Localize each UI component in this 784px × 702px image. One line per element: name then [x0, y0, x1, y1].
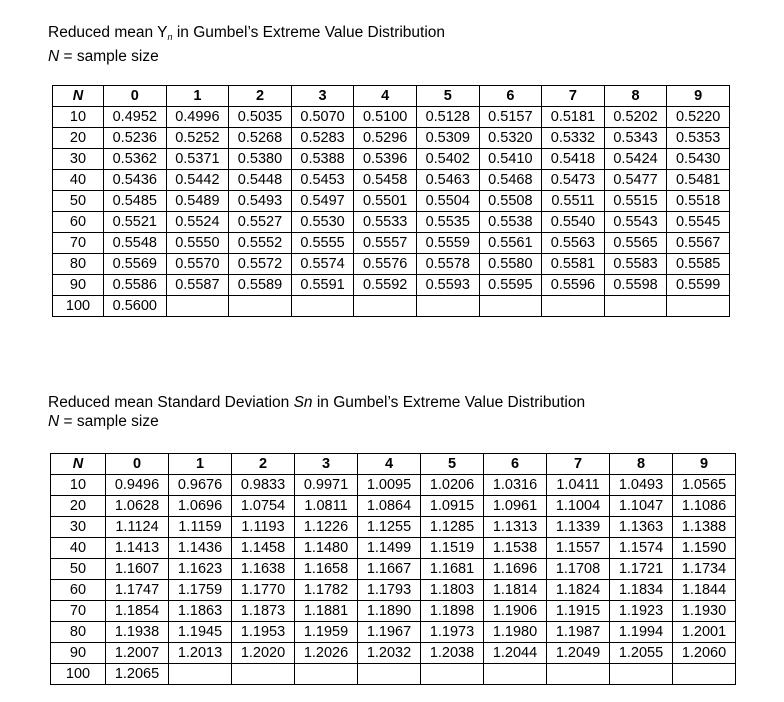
- table1-cell: 0.4996: [166, 107, 229, 128]
- table2-row-label: 30: [51, 517, 106, 538]
- table2-cell: 1.1681: [421, 559, 484, 580]
- reduced-mean-table: [52, 85, 730, 317]
- table1-row-label: 60: [53, 212, 104, 233]
- table1-column-header: 5: [416, 86, 479, 107]
- table1-cell: 0.5569: [104, 254, 167, 275]
- table2-cell: 1.1782: [295, 580, 358, 601]
- table2-cell: 1.2049: [547, 643, 610, 664]
- table2-cell: 1.0565: [673, 475, 736, 496]
- table1-cell: 0.5453: [291, 170, 354, 191]
- table2-cell: 1.1854: [106, 601, 169, 622]
- table2-row-label: 50: [51, 559, 106, 580]
- table1-cell: [229, 296, 292, 317]
- table2-cell: 1.0864: [358, 496, 421, 517]
- table2-cell: 1.0206: [421, 475, 484, 496]
- table2-cell: 1.1658: [295, 559, 358, 580]
- table2-title: [48, 393, 585, 412]
- table2-cell: [610, 664, 673, 685]
- table1-cell: 0.5442: [166, 170, 229, 191]
- table1-cell: 0.5220: [667, 107, 730, 128]
- table2-cell: 1.1388: [673, 517, 736, 538]
- table2-cell: 0.9496: [106, 475, 169, 496]
- table1-corner-header: N: [53, 86, 104, 107]
- table1-cell: 0.5572: [229, 254, 292, 275]
- table2-cell: 1.2007: [106, 643, 169, 664]
- table2-cell: 1.1994: [610, 622, 673, 643]
- table2-row: [51, 601, 736, 622]
- table2-cell: 0.9676: [169, 475, 232, 496]
- table1-cell: 0.5540: [542, 212, 605, 233]
- table2-column-header: 4: [358, 454, 421, 475]
- table1-cell: [479, 296, 542, 317]
- table2-row: [51, 517, 736, 538]
- table1-cell: 0.5402: [416, 149, 479, 170]
- table1-cell: 0.5283: [291, 128, 354, 149]
- table1-column-header: 0: [104, 86, 167, 107]
- table1-note-variable: N: [48, 48, 60, 65]
- table1-row: [53, 107, 730, 128]
- table2-cell: 1.1873: [232, 601, 295, 622]
- table1-cell: 0.5100: [354, 107, 417, 128]
- table2-row-label: 40: [51, 538, 106, 559]
- table2-cell: 1.2065: [106, 664, 169, 685]
- table1-row: [53, 149, 730, 170]
- table1-cell: 0.5508: [479, 191, 542, 212]
- table1-cell: 0.5202: [604, 107, 667, 128]
- table1-cell: 0.5591: [291, 275, 354, 296]
- table2-cell: [484, 664, 547, 685]
- table1-row: [53, 275, 730, 296]
- table1-title: [48, 23, 445, 47]
- table1-cell: 0.5521: [104, 212, 167, 233]
- table2-cell: 1.2001: [673, 622, 736, 643]
- table2-body: [51, 475, 736, 685]
- table2-cell: 1.1339: [547, 517, 610, 538]
- table1-column-header: 4: [354, 86, 417, 107]
- table2-cell: 1.1770: [232, 580, 295, 601]
- table2-column-header: 0: [106, 454, 169, 475]
- table2-row: [51, 475, 736, 496]
- table2-cell: 1.1623: [169, 559, 232, 580]
- table1-cell: 0.5596: [542, 275, 605, 296]
- table1-cell: 0.5458: [354, 170, 417, 191]
- table1-cell: 0.5252: [166, 128, 229, 149]
- table1-cell: 0.5128: [416, 107, 479, 128]
- table1-cell: 0.5320: [479, 128, 542, 149]
- table1-cell: 0.5489: [166, 191, 229, 212]
- table1-cell: 0.5485: [104, 191, 167, 212]
- table2-cell: 1.0493: [610, 475, 673, 496]
- table1-cell: 0.5497: [291, 191, 354, 212]
- table1-column-header: 8: [604, 86, 667, 107]
- table2-cell: 1.2026: [295, 643, 358, 664]
- table2-cell: [295, 664, 358, 685]
- table2-cell: [232, 664, 295, 685]
- table2-row-label: 70: [51, 601, 106, 622]
- table1-cell: [542, 296, 605, 317]
- table1-cell: 0.5418: [542, 149, 605, 170]
- table1-cell: 0.5473: [542, 170, 605, 191]
- table2-cell: 1.1747: [106, 580, 169, 601]
- table1-cell: 0.5567: [667, 233, 730, 254]
- table2-cell: [421, 664, 484, 685]
- table1-row: [53, 233, 730, 254]
- table2-cell: 1.0095: [358, 475, 421, 496]
- table1-title-end: in Gumbel’s Extreme Value Distribution: [172, 24, 446, 41]
- table2-cell: 1.1436: [169, 538, 232, 559]
- table1-cell: 0.5585: [667, 254, 730, 275]
- table1-cell: 0.5586: [104, 275, 167, 296]
- table1-cell: 0.5552: [229, 233, 292, 254]
- table1-cell: 0.5070: [291, 107, 354, 128]
- table2-column-header: 7: [547, 454, 610, 475]
- table2-cell: 1.1226: [295, 517, 358, 538]
- table1-cell: 0.5548: [104, 233, 167, 254]
- table1-row: [53, 170, 730, 191]
- table1-column-header: 1: [166, 86, 229, 107]
- table1-row: [53, 212, 730, 233]
- table2-cell: 1.0628: [106, 496, 169, 517]
- table2-cell: 0.9833: [232, 475, 295, 496]
- table2-cell: 1.1047: [610, 496, 673, 517]
- table2-cell: 1.1638: [232, 559, 295, 580]
- table1-note-text: = sample size: [59, 48, 159, 65]
- table2-cell: 1.1413: [106, 538, 169, 559]
- table1-cell: 0.5533: [354, 212, 417, 233]
- table2-cell: 1.1255: [358, 517, 421, 538]
- table2-cell: 1.1824: [547, 580, 610, 601]
- table2-cell: 1.1863: [169, 601, 232, 622]
- table1-cell: 0.5592: [354, 275, 417, 296]
- table1-cell: 0.5448: [229, 170, 292, 191]
- table1-cell: 0.4952: [104, 107, 167, 128]
- table2-row-label: 20: [51, 496, 106, 517]
- table2-cell: 1.1519: [421, 538, 484, 559]
- table2-column-header: 5: [421, 454, 484, 475]
- table1-row-label: 50: [53, 191, 104, 212]
- table2-cell: 1.0754: [232, 496, 295, 517]
- table1-cell: 0.5430: [667, 149, 730, 170]
- table1-title-start: Reduced mean Y: [48, 24, 168, 41]
- table1-cell: 0.5388: [291, 149, 354, 170]
- table2-cell: 1.1004: [547, 496, 610, 517]
- table1-cell: 0.5332: [542, 128, 605, 149]
- table2-cell: 1.1915: [547, 601, 610, 622]
- table2-cell: 1.1285: [421, 517, 484, 538]
- table1-note: [48, 47, 445, 66]
- table2-row-label: 10: [51, 475, 106, 496]
- table2-cell: 1.1980: [484, 622, 547, 643]
- table2-cell: 1.1803: [421, 580, 484, 601]
- table1-cell: 0.5157: [479, 107, 542, 128]
- table1-column-header: 7: [542, 86, 605, 107]
- table1-cell: 0.5550: [166, 233, 229, 254]
- table2-cell: 1.0696: [169, 496, 232, 517]
- table2-cell: 1.1906: [484, 601, 547, 622]
- table2-cell: 1.2013: [169, 643, 232, 664]
- table2-row-label: 60: [51, 580, 106, 601]
- table1-cell: 0.5380: [229, 149, 292, 170]
- table2-cell: 1.1480: [295, 538, 358, 559]
- table2-cell: 1.1930: [673, 601, 736, 622]
- table1-cell: 0.5574: [291, 254, 354, 275]
- table2-cell: 1.0811: [295, 496, 358, 517]
- table2-cell: 1.1159: [169, 517, 232, 538]
- table1-cell: 0.5595: [479, 275, 542, 296]
- table2-cell: 1.0961: [484, 496, 547, 517]
- table1-cell: 0.5589: [229, 275, 292, 296]
- table2-row: [51, 643, 736, 664]
- table2-cell: 1.0411: [547, 475, 610, 496]
- table2-cell: 1.1945: [169, 622, 232, 643]
- table1-header-row: [53, 86, 730, 107]
- table1-cell: 0.5468: [479, 170, 542, 191]
- table2-row: [51, 496, 736, 517]
- table2-row: [51, 538, 736, 559]
- table2-cell: 1.1363: [610, 517, 673, 538]
- table2-caption: [48, 393, 585, 431]
- table1-cell: 0.5371: [166, 149, 229, 170]
- table1-row: [53, 296, 730, 317]
- table1-column-header: 2: [229, 86, 292, 107]
- table1-cell: 0.5587: [166, 275, 229, 296]
- table1-cell: [291, 296, 354, 317]
- table1-cell: 0.5511: [542, 191, 605, 212]
- table1-cell: [604, 296, 667, 317]
- table2-row-label: 100: [51, 664, 106, 685]
- table2-cell: 1.1814: [484, 580, 547, 601]
- table1-cell: 0.5593: [416, 275, 479, 296]
- table2-cell: [169, 664, 232, 685]
- table1-row-label: 40: [53, 170, 104, 191]
- table2-cell: 1.2044: [484, 643, 547, 664]
- table2-cell: 1.1538: [484, 538, 547, 559]
- table2-cell: 0.9971: [295, 475, 358, 496]
- table2-cell: [547, 664, 610, 685]
- table2-cell: 1.1313: [484, 517, 547, 538]
- table2-header-row: [51, 454, 736, 475]
- table2-cell: 1.1793: [358, 580, 421, 601]
- table1-cell: 0.5578: [416, 254, 479, 275]
- table2-cell: 1.1193: [232, 517, 295, 538]
- table2-column-header: 3: [295, 454, 358, 475]
- table2-cell: 1.1973: [421, 622, 484, 643]
- table2-title-end: in Gumbel’s Extreme Value Distribution: [312, 394, 586, 411]
- table2-cell: 1.1987: [547, 622, 610, 643]
- table1-cell: 0.5599: [667, 275, 730, 296]
- table2-cell: 1.1881: [295, 601, 358, 622]
- table1-cell: 0.5353: [667, 128, 730, 149]
- table2-row: [51, 622, 736, 643]
- table2-note-variable: N: [48, 413, 60, 430]
- table1-cell: 0.5576: [354, 254, 417, 275]
- table1-cell: 0.5309: [416, 128, 479, 149]
- table2-row-label: 80: [51, 622, 106, 643]
- table2-column-header: 2: [232, 454, 295, 475]
- table1-cell: 0.5035: [229, 107, 292, 128]
- table1-column-header: 9: [667, 86, 730, 107]
- table1-cell: 0.5555: [291, 233, 354, 254]
- table2-cell: 1.1124: [106, 517, 169, 538]
- table1-cell: [667, 296, 730, 317]
- table1-cell: 0.5598: [604, 275, 667, 296]
- table2-cell: 1.1959: [295, 622, 358, 643]
- table2-cell: 1.1890: [358, 601, 421, 622]
- table2-cell: 1.1458: [232, 538, 295, 559]
- table2-cell: 1.2020: [232, 643, 295, 664]
- table1-cell: 0.5563: [542, 233, 605, 254]
- table1-cell: 0.5343: [604, 128, 667, 149]
- table1-cell: 0.5236: [104, 128, 167, 149]
- table1-caption: [48, 23, 445, 66]
- table2-column-header: 9: [673, 454, 736, 475]
- table1-cell: 0.5296: [354, 128, 417, 149]
- table2-cell: [673, 664, 736, 685]
- table2-cell: 1.1696: [484, 559, 547, 580]
- table1-column-header: 3: [291, 86, 354, 107]
- table1-cell: 0.5538: [479, 212, 542, 233]
- table2-cell: 1.1607: [106, 559, 169, 580]
- table1-cell: 0.5583: [604, 254, 667, 275]
- table1-row-label: 10: [53, 107, 104, 128]
- table1-cell: 0.5535: [416, 212, 479, 233]
- table1-cell: 0.5424: [604, 149, 667, 170]
- table1-column-header: 6: [479, 86, 542, 107]
- table2-cell: 1.1667: [358, 559, 421, 580]
- table2-cell: 1.1708: [547, 559, 610, 580]
- table2-cell: 1.1967: [358, 622, 421, 643]
- table1-cell: 0.5410: [479, 149, 542, 170]
- table1-cell: 0.5581: [542, 254, 605, 275]
- table2-note-text: = sample size: [59, 413, 159, 430]
- table1-cell: 0.5527: [229, 212, 292, 233]
- table2-cell: 1.1759: [169, 580, 232, 601]
- table2-cell: 1.1953: [232, 622, 295, 643]
- table2-cell: 1.1557: [547, 538, 610, 559]
- table1-cell: 0.5396: [354, 149, 417, 170]
- table1-row-label: 90: [53, 275, 104, 296]
- table1-row-label: 20: [53, 128, 104, 149]
- table1-title-subscript: n: [167, 32, 173, 42]
- table2-cell: 1.1721: [610, 559, 673, 580]
- table2-column-header: 8: [610, 454, 673, 475]
- table1-cell: 0.5557: [354, 233, 417, 254]
- table1-cell: 0.5565: [604, 233, 667, 254]
- table2-cell: 1.2060: [673, 643, 736, 664]
- table1-row-label: 70: [53, 233, 104, 254]
- table1-cell: 0.5477: [604, 170, 667, 191]
- table1-cell: 0.5268: [229, 128, 292, 149]
- table1-cell: 0.5463: [416, 170, 479, 191]
- table2-note: [48, 412, 585, 431]
- table2-row: [51, 664, 736, 685]
- table2-cell: 1.2038: [421, 643, 484, 664]
- table1-cell: [166, 296, 229, 317]
- table1-cell: 0.5530: [291, 212, 354, 233]
- table1-row-label: 80: [53, 254, 104, 275]
- table2-cell: 1.2055: [610, 643, 673, 664]
- table1-cell: 0.5559: [416, 233, 479, 254]
- table1-cell: 0.5436: [104, 170, 167, 191]
- table1-cell: 0.5504: [416, 191, 479, 212]
- table1-cell: 0.5481: [667, 170, 730, 191]
- table1-cell: 0.5524: [166, 212, 229, 233]
- table2-cell: 1.1499: [358, 538, 421, 559]
- table2-title-variable: Sn: [293, 394, 313, 411]
- table2-cell: 1.2032: [358, 643, 421, 664]
- table2-cell: 1.1938: [106, 622, 169, 643]
- table2-cell: 1.1898: [421, 601, 484, 622]
- table1-cell: 0.5561: [479, 233, 542, 254]
- table1-row: [53, 191, 730, 212]
- table2-cell: 1.1923: [610, 601, 673, 622]
- table1-row-label: 30: [53, 149, 104, 170]
- table2-cell: 1.1574: [610, 538, 673, 559]
- table1-row-label: 100: [53, 296, 104, 317]
- table1-cell: 0.5580: [479, 254, 542, 275]
- table1-cell: [416, 296, 479, 317]
- table1-cell: 0.5181: [542, 107, 605, 128]
- table2-cell: 1.1834: [610, 580, 673, 601]
- table2-column-header: 1: [169, 454, 232, 475]
- table2-row: [51, 559, 736, 580]
- table2-cell: [358, 664, 421, 685]
- table1-cell: 0.5515: [604, 191, 667, 212]
- table2-cell: 1.1086: [673, 496, 736, 517]
- table1-cell: 0.5545: [667, 212, 730, 233]
- table2-title-start: Reduced mean Standard Deviation: [48, 394, 294, 411]
- table2-corner-header: N: [51, 454, 106, 475]
- table1-row: [53, 128, 730, 149]
- table1-cell: 0.5518: [667, 191, 730, 212]
- table1-cell: 0.5493: [229, 191, 292, 212]
- table2-cell: 1.1590: [673, 538, 736, 559]
- table2-cell: 1.0316: [484, 475, 547, 496]
- table2-cell: 1.0915: [421, 496, 484, 517]
- table1-cell: 0.5570: [166, 254, 229, 275]
- table1-body: [53, 107, 730, 317]
- table1-cell: 0.5543: [604, 212, 667, 233]
- table2-row: [51, 580, 736, 601]
- table2-column-header: 6: [484, 454, 547, 475]
- table2-cell: 1.1734: [673, 559, 736, 580]
- table1-cell: 0.5362: [104, 149, 167, 170]
- table1-cell: 0.5600: [104, 296, 167, 317]
- reduced-std-deviation-table: [50, 453, 736, 685]
- table1-cell: [354, 296, 417, 317]
- table2-cell: 1.1844: [673, 580, 736, 601]
- table2-row-label: 90: [51, 643, 106, 664]
- table1-row: [53, 254, 730, 275]
- table1-cell: 0.5501: [354, 191, 417, 212]
